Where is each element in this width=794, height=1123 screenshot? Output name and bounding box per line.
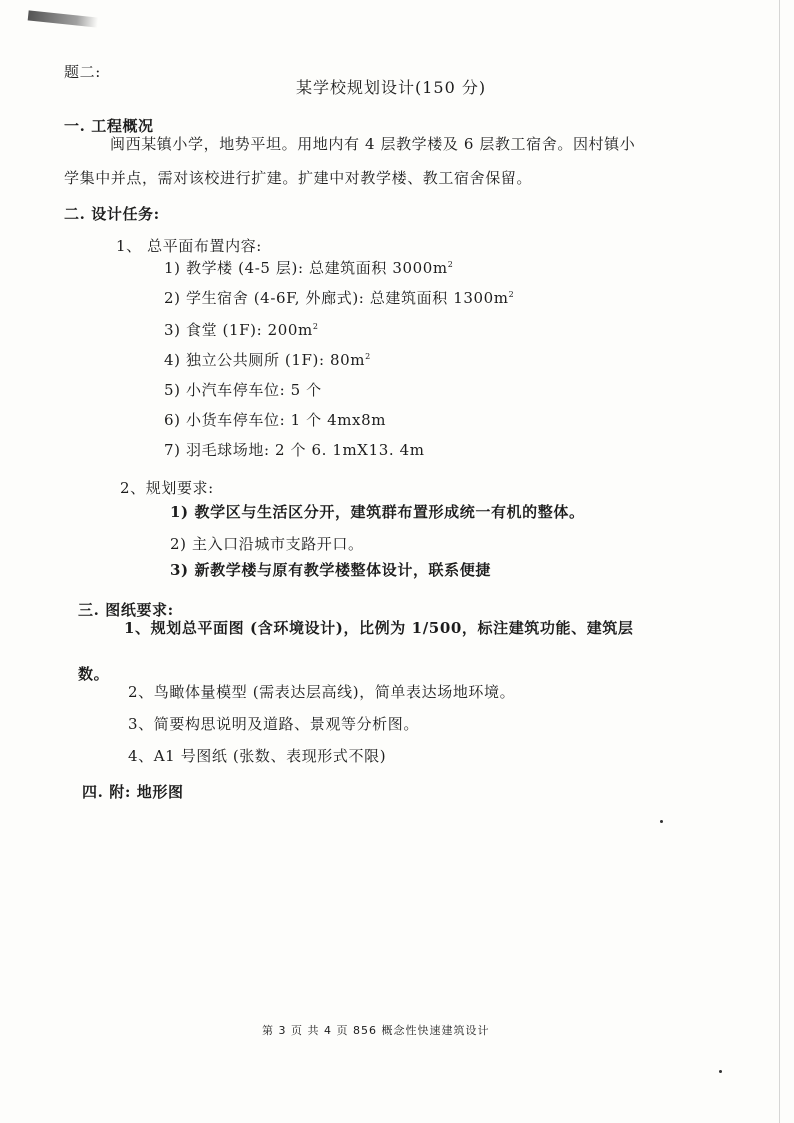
section4-heading: 四. 附: 地形图 xyxy=(82,783,184,801)
question-label: 题二: xyxy=(64,63,101,81)
drawing-req-item: 3、简要构思说明及道路、景观等分析图。 xyxy=(128,715,419,733)
section2-heading: 二. 设计任务: xyxy=(64,205,160,223)
section3-heading: 三. 图纸要求: xyxy=(78,601,174,619)
section1-heading: 一. 工程概况 xyxy=(64,117,154,135)
task-item: 5) 小汽车停车位: 5 个 xyxy=(164,381,322,399)
scan-speck xyxy=(719,1070,722,1073)
task-item: 4) 独立公共厕所 (1F): $80m^2$ xyxy=(164,351,371,369)
section1-para-line1: 闽西某镇小学，地势平坦。用地内有 4 层教学楼及 6 层教工宿舍。因村镇小 xyxy=(110,135,636,153)
section2-sub2-heading: 2、规划要求: xyxy=(120,479,214,497)
task-item: 7) 羽毛球场地: 2 个 6. 1mX13. 4m xyxy=(164,441,425,459)
requirement-item: 1) 教学区与生活区分开，建筑群布置形成统一有机的整体。 xyxy=(170,503,585,521)
task-item: 6) 小货车停车位: 1 个 4mx8m xyxy=(164,411,387,429)
scan-edge xyxy=(779,0,780,1123)
drawing-req-item1-line2: 数。 xyxy=(78,665,110,683)
section2-sub1-heading: 1、 总平面布置内容: xyxy=(116,237,262,255)
page-footer: 第 3 页 共 4 页 856 概念性快速建筑设计 xyxy=(262,1024,490,1037)
drawing-req-item: 4、A1 号图纸 (张数、表现形式不限) xyxy=(128,747,387,765)
requirement-item: 2) 主入口沿城市支路开口。 xyxy=(170,535,364,553)
requirement-item: 3) 新教学楼与原有教学楼整体设计，联系便捷 xyxy=(170,561,491,579)
drawing-req-item: 2、鸟瞰体量模型 (需表达层高线)，简单表达场地环境。 xyxy=(128,683,516,701)
section1-para-line2: 学集中并点，需对该校进行扩建。扩建中对教学楼、教工宿舍保留。 xyxy=(64,169,533,187)
task-item: 1) 教学楼 (4-5 层): 总建筑面积 $3000m^2$ xyxy=(164,259,454,277)
scan-artifact xyxy=(28,10,99,27)
task-item: 3) 食堂 (1F): $200m^2$ xyxy=(164,321,319,339)
scan-speck xyxy=(660,820,663,823)
page-title: 某学校规划设计(150 分) xyxy=(296,78,487,97)
drawing-req-item1-line1: 1、规划总平面图 (含环境设计)，比例为 1/500，标注建筑功能、建筑层 xyxy=(124,619,634,637)
task-item: 2) 学生宿舍 (4-6F, 外廊式): 总建筑面积 $1300m^2$ xyxy=(164,289,515,307)
